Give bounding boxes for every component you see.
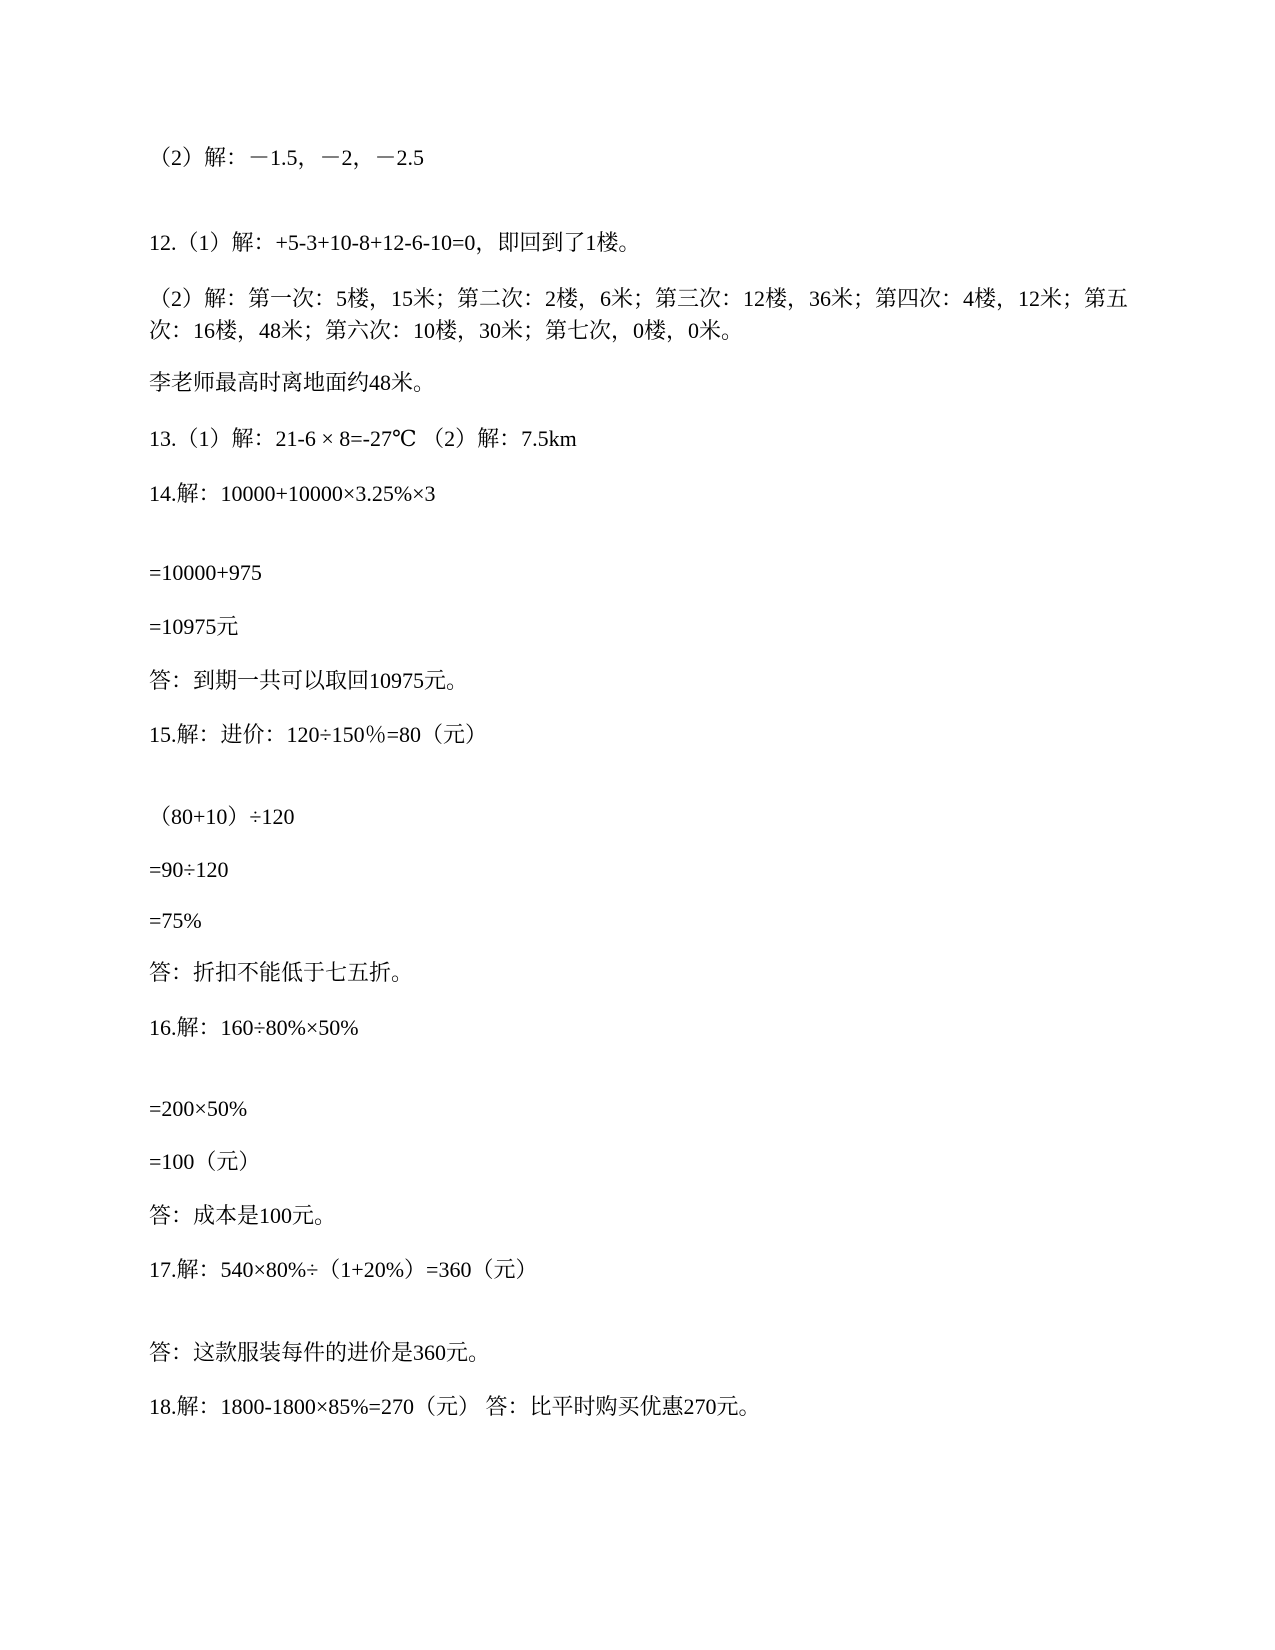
answer-12-part1: 12.（1）解：+5-3+10-8+12-6-10=0，即回到了1楼。 bbox=[149, 230, 641, 255]
answer-14-step3: =10975元 bbox=[149, 614, 239, 639]
answer-14-conclusion: 答：到期一共可以取回10975元。 bbox=[149, 668, 469, 693]
answer-17-conclusion: 答：这款服装每件的进价是360元。 bbox=[149, 1340, 491, 1365]
answer-15-step1: 15.解：进价：120÷150％=80（元） bbox=[149, 722, 487, 747]
answer-15-step4: =75% bbox=[149, 908, 202, 933]
answer-14-step1: 14.解：10000+10000×3.25%×3 bbox=[149, 481, 436, 506]
answer-18: 18.解：1800-1800×85%=270（元） 答：比平时购买优惠270元。 bbox=[149, 1394, 761, 1419]
answer-16-step1: 16.解：160÷80%×50% bbox=[149, 1015, 359, 1040]
answer-15-conclusion: 答：折扣不能低于七五折。 bbox=[149, 960, 414, 985]
answer-11-part2: （2）解：－1.5，－2，－2.5 bbox=[149, 145, 425, 170]
answer-14-step2: =10000+975 bbox=[149, 560, 262, 585]
answer-12-conclusion: 李老师最高时离地面约48米。 bbox=[149, 370, 436, 395]
answer-12-part2: （2）解：第一次：5楼，15米；第二次：2楼，6米；第三次：12楼，36米；第四次：4楼，12米；第五次：16楼，48米；第六次：10楼，30米；第七次，0楼，0米。 bbox=[149, 286, 1129, 343]
answer-17-step1: 17.解：540×80%÷（1+20%）=360（元） bbox=[149, 1257, 538, 1282]
answer-13: 13.（1）解：21-6 × 8=-27℃ （2）解：7.5km bbox=[149, 426, 577, 451]
answer-16-step2: =200×50% bbox=[149, 1096, 248, 1121]
answer-16-step3: =100（元） bbox=[149, 1149, 261, 1174]
answer-15-step2: （80+10）÷120 bbox=[149, 804, 295, 829]
answer-16-conclusion: 答：成本是100元。 bbox=[149, 1203, 337, 1228]
answer-15-step3: =90÷120 bbox=[149, 857, 229, 882]
